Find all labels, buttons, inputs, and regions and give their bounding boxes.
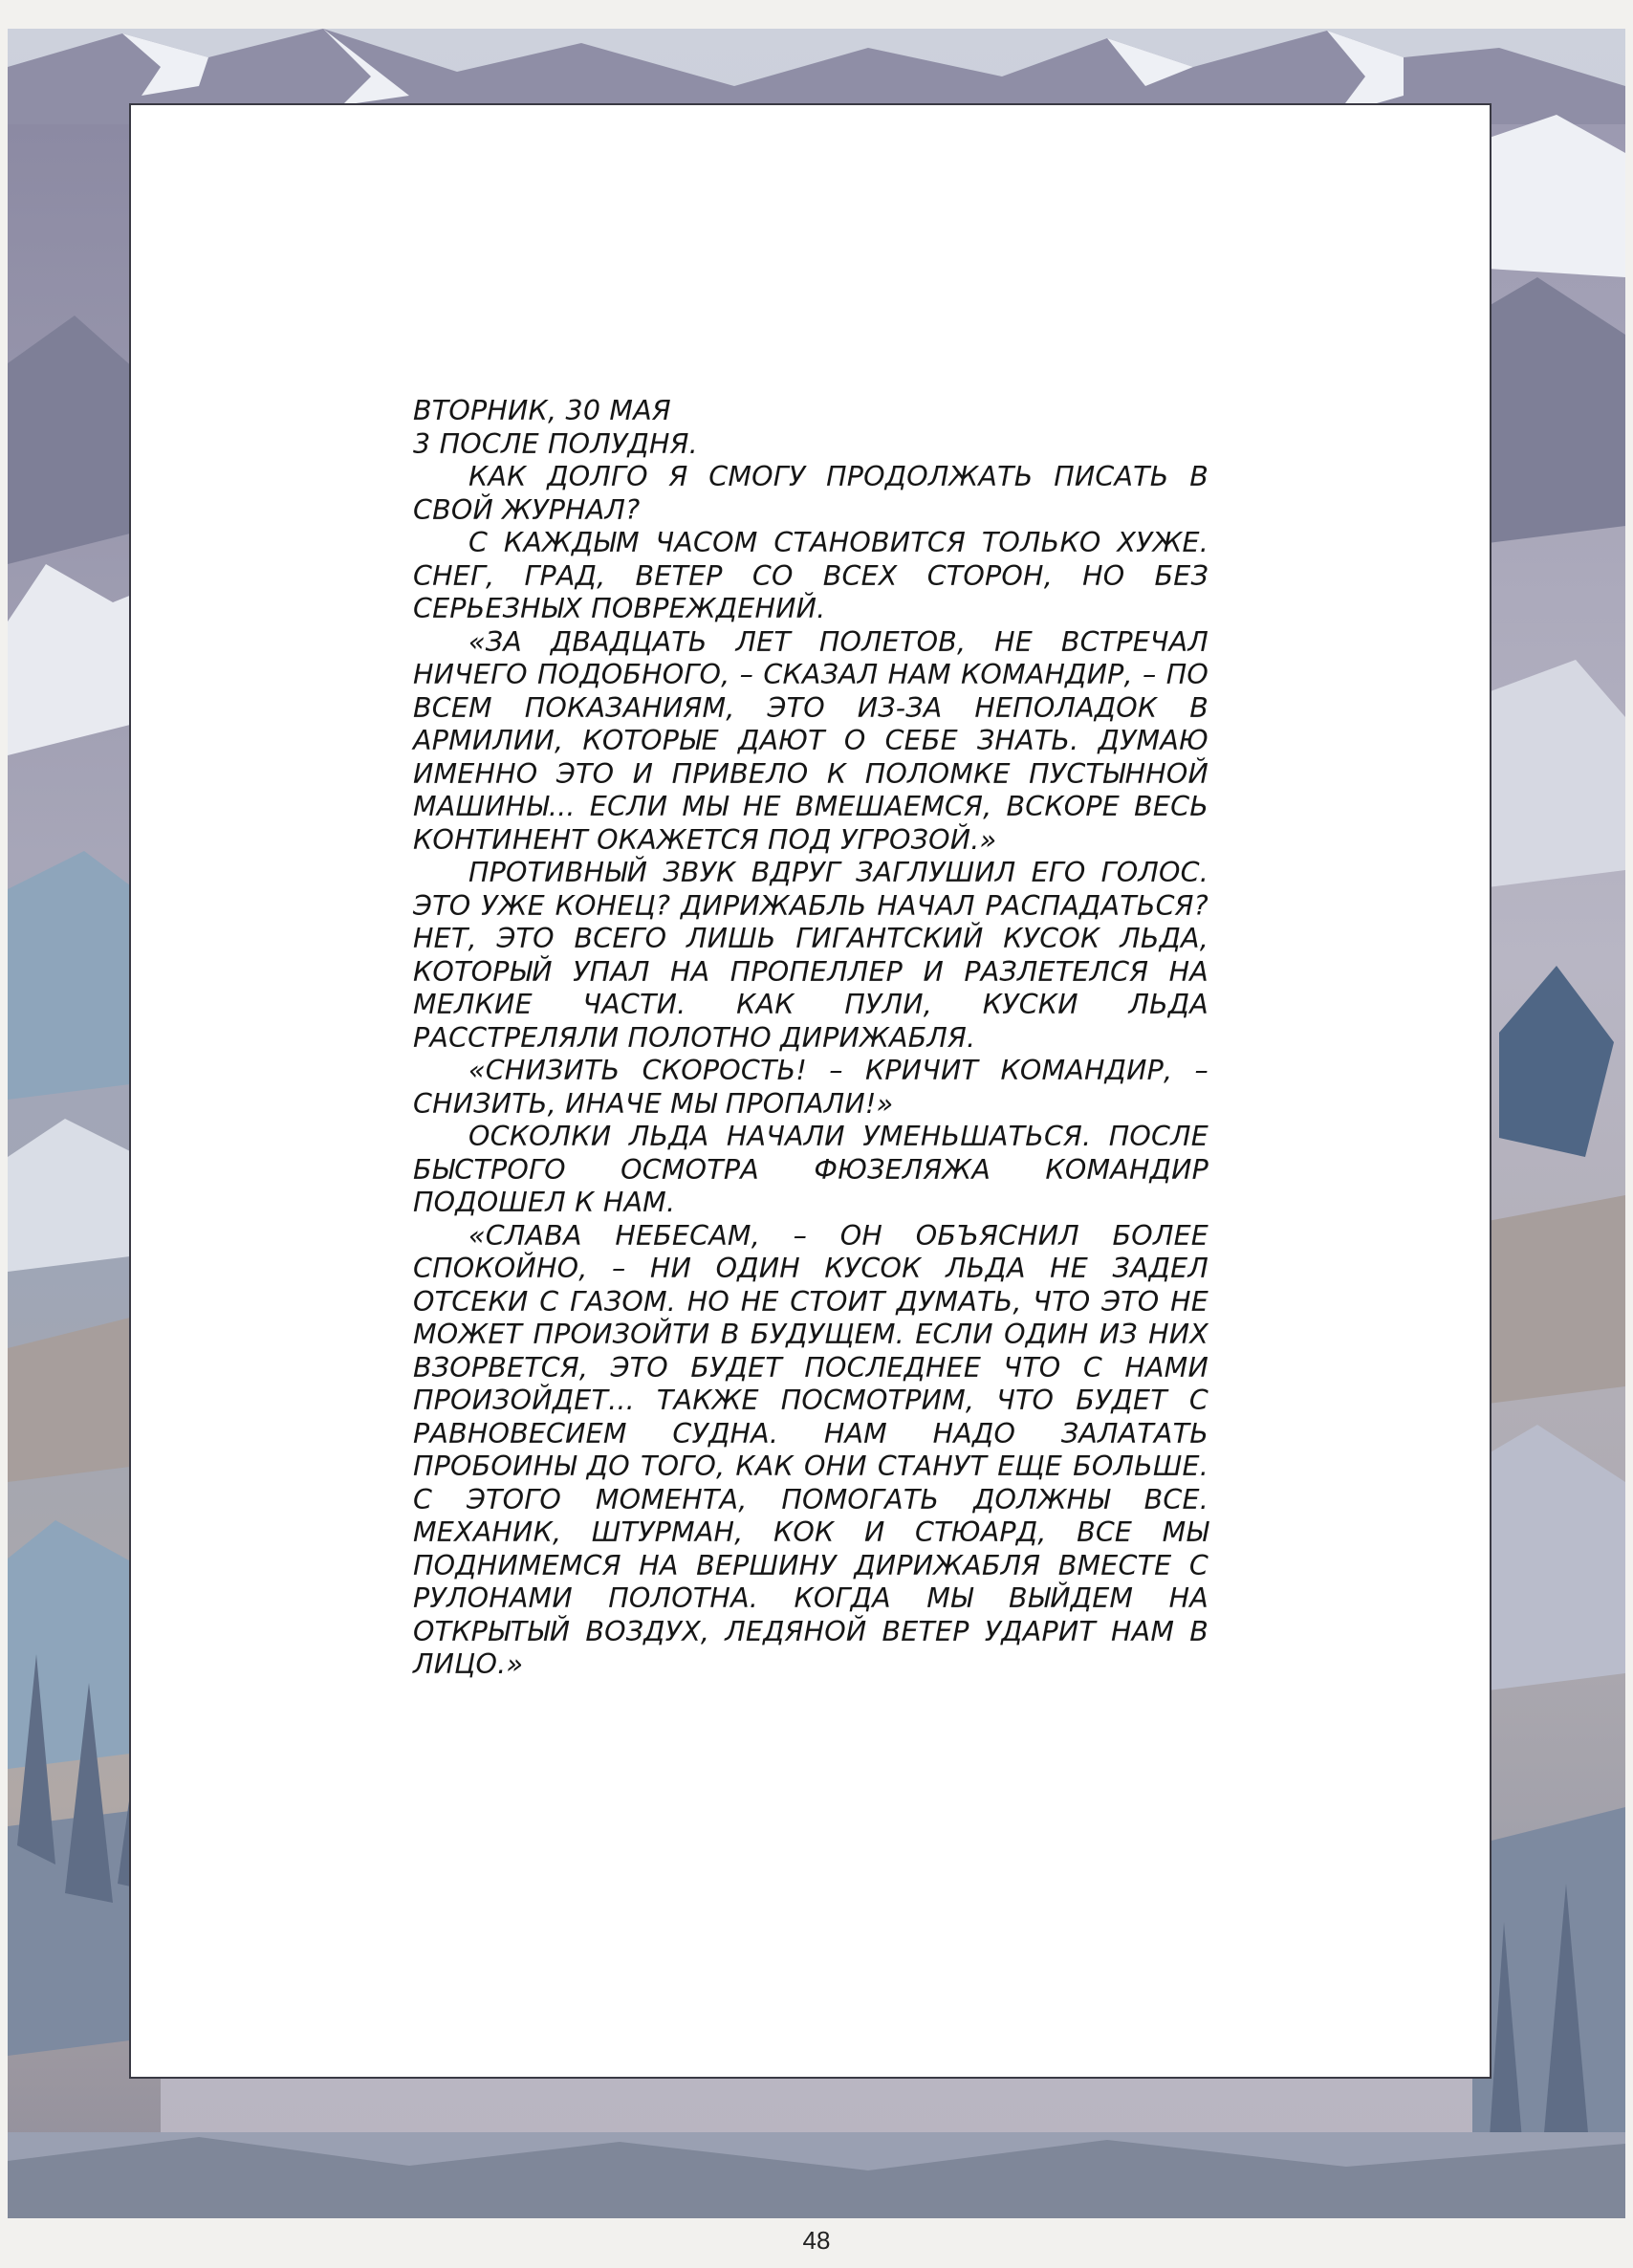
journal-text [413, 395, 1208, 1682]
journal-date: ВТОРНИК, 30 МАЯ [413, 395, 671, 426]
journal-paragraph: «СЛАВА НЕБЕСАМ, – ОН ОБЪЯСНИЛ БОЛЕЕ СПОКОЙНО, – НИ ОДИН КУСОК ЛЬДА НЕ ЗАДЕЛ ОТСЕКИ С ГАЗОМ. НО НЕ СТОИТ ДУМАТЬ, ЧТО ЭТО НЕ МОЖЕТ ПРОИЗОЙТИ В БУДУЩЕМ. ЕСЛИ ОДИН ИЗ НИХ ВЗОРВЕТСЯ, ЭТО БУДЕТ ПОСЛЕДНЕЕ ЧТО С НАМИ ПРОИЗОЙДЕТ... ТАКЖЕ ПОСМОТРИМ, ЧТО БУДЕТ С РАВНОВЕСИЕМ СУДНА. НАМ НАДО ЗАЛАТАТЬ ПРОБОИНЫ ДО ТОГО, КАК ОНИ СТАНУТ ЕЩЕ БОЛЬШЕ. С ЭТОГО МОМЕНТА, ПОМОГАТЬ ДОЛЖНЫ ВСЕ. МЕХАНИК, ШТУРМАН, КОК И СТЮАРД, ВСЕ МЫ ПОДНИМЕМСЯ НА ВЕРШИНУ ДИРИЖАБЛЯ ВМЕСТЕ С РУЛОНАМИ ПОЛОТНА. КОГДА МЫ ВЫЙДЕМ НА ОТКРЫТЫЙ ВОЗДУХ, ЛЕДЯНОЙ ВЕТЕР УДАРИТ НАМ В ЛИЦО.» [413, 1219, 1208, 1680]
journal-paragraph: «СНИЗИТЬ СКОРОСТЬ! – КРИЧИТ КОМАНДИР, – СНИЗИТЬ, ИНАЧЕ МЫ ПРОПАЛИ!» [413, 1055, 1208, 1120]
page-number: 48 [802, 2226, 831, 2255]
journal-time: 3 ПОСЛЕ ПОЛУДНЯ. [413, 427, 698, 460]
journal-paragraph: С КАЖДЫМ ЧАСОМ СТАНОВИТСЯ ТОЛЬКО ХУЖЕ. СНЕГ, ГРАД, ВЕТЕР СО ВСЕХ СТОРОН, НО БЕЗ СЕРЬЕЗНЫХ ПОВРЕЖДЕНИЙ. [413, 527, 1208, 624]
journal-paragraph: КАК ДОЛГО Я СМОГУ ПРОДОЛЖАТЬ ПИСАТЬ В СВОЙ ЖУРНАЛ? [413, 461, 1208, 526]
journal-paragraph: «ЗА ДВАДЦАТЬ ЛЕТ ПОЛЕТОВ, НЕ ВСТРЕЧАЛ НИЧЕГО ПОДОБНОГО, – СКАЗАЛ НАМ КОМАНДИР, – ПО ВСЕМ ПОКАЗАНИЯМ, ЭТО ИЗ-ЗА НЕПОЛАДОК В АРМИЛИИ, КОТОРЫЕ ДАЮТ О СЕБЕ ЗНАТЬ. ДУМАЮ ИМЕННО ЭТО И ПРИВЕЛО К ПОЛОМКЕ ПУСТЫННОЙ МАШИНЫ... ЕСЛИ МЫ НЕ ВМЕШАЕМСЯ, ВСКОРЕ ВЕСЬ КОНТИНЕНТ ОКАЖЕТСЯ ПОД УГРОЗОЙ.» [413, 625, 1208, 856]
journal-paragraph: ОСКОЛКИ ЛЬДА НАЧАЛИ УМЕНЬШАТЬСЯ. ПОСЛЕ БЫСТРОГО ОСМОТРА ФЮЗЕЛЯЖА КОМАНДИР ПОДОШЕЛ К НАМ. [413, 1121, 1208, 1218]
journal-paragraph: ПРОТИВНЫЙ ЗВУК ВДРУГ ЗАГЛУШИЛ ЕГО ГОЛОС. ЭТО УЖЕ КОНЕЦ? ДИРИЖАБЛЬ НАЧАЛ РАСПАДАТЬСЯ? НЕТ, ЭТО ВСЕГО ЛИШЬ ГИГАНТСКИЙ КУСОК ЛЬДА, КОТОРЫЙ УПАЛ НА ПРОПЕЛЛЕР И РАЗЛЕТЕЛСЯ НА МЕЛКИЕ ЧАСТИ. КАК ПУЛИ, КУСКИ ЛЬДА РАССТРЕЛЯЛИ ПОЛОТНО ДИРИЖАБЛЯ. [413, 857, 1208, 1054]
